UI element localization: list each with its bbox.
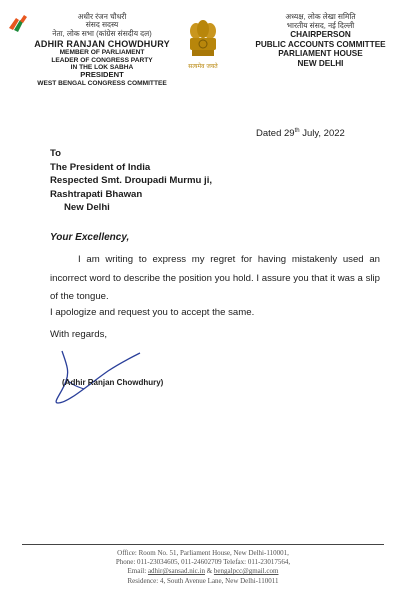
national-emblem-icon bbox=[183, 18, 223, 76]
letterhead-right bbox=[248, 13, 393, 68]
sender-line-4: PRESIDENT bbox=[80, 70, 124, 80]
sender-line-1: MEMBER OF PARLIAMENT bbox=[59, 49, 145, 57]
body-paragraph-1: I am writing to express my regret for having mistakenly used an incorrect word to describe the position you hold. I assure you that it was a slip of the tongue. bbox=[50, 254, 380, 303]
chair-title: CHAIRPERSON bbox=[290, 30, 351, 40]
recipient-address bbox=[50, 147, 212, 215]
recipient-line-2: Respected Smt. Droupadi Murmu ji, bbox=[50, 175, 213, 187]
hindi-chair-title: अध्यक्ष, लोक लेखा समिति bbox=[285, 12, 356, 21]
email-label: Email: bbox=[127, 567, 148, 576]
parliament-house: PARLIAMENT HOUSE bbox=[278, 49, 363, 59]
salutation: Your Excellency, bbox=[50, 232, 130, 243]
hindi-title: संसद सदस्य bbox=[85, 20, 119, 30]
emblem-motto: सत्यमेव जयते bbox=[188, 63, 218, 70]
footer-divider bbox=[22, 544, 384, 545]
committee-name: PUBLIC ACCOUNTS COMMITTEE bbox=[255, 39, 386, 49]
email-link-1[interactable]: adhir@sansad.nic.in bbox=[147, 567, 205, 576]
sender-line-3: IN THE LOK SABHA bbox=[70, 64, 134, 71]
hindi-name: अधीर रंजन चौधरी bbox=[77, 12, 127, 21]
city: NEW DELHI bbox=[297, 58, 344, 68]
email-link-2[interactable]: bengalpcc@gmail.com bbox=[213, 567, 279, 576]
sender-name: ADHIR RANJAN CHOWDHURY bbox=[34, 39, 170, 50]
footer-email bbox=[55, 567, 351, 576]
hindi-party: नेता, लोक सभा (कांग्रेस संसदीय दल) bbox=[52, 28, 152, 38]
letter-date bbox=[256, 128, 345, 139]
footer-residence: Residence: 4, South Avenue Lane, New Delhi-110011 bbox=[127, 576, 279, 585]
signatory-name: (Adhir Ranjan Chowdhury) bbox=[62, 378, 164, 387]
footer-office: Office: Room No. 51, Parliament House, New Delhi-110001, bbox=[117, 549, 289, 557]
recipient-line-1: The President of India bbox=[50, 161, 151, 173]
footer bbox=[55, 549, 351, 586]
recipient-to: To bbox=[50, 148, 62, 159]
date-prefix: Dated 29 bbox=[256, 128, 295, 140]
email-separator: & bbox=[204, 567, 214, 576]
date-sup: th bbox=[294, 128, 300, 134]
letterhead-left bbox=[22, 13, 182, 87]
recipient-line-4: New Delhi bbox=[64, 202, 110, 214]
closing: With regards, bbox=[50, 329, 108, 340]
hindi-place: भारतीय संसद, नई दिल्ली bbox=[286, 20, 355, 30]
recipient-line-3: Rashtrapati Bhawan bbox=[50, 188, 143, 200]
signature-image bbox=[48, 345, 148, 407]
sender-line-5: WEST BENGAL CONGRESS COMMITTEE bbox=[37, 79, 167, 87]
body-paragraph-2: I apologize and request you to accept the same. bbox=[50, 307, 255, 318]
footer-phone: Phone: 011-23034605, 011-24602709 Telefax: 011-23017564, bbox=[115, 558, 291, 567]
sender-line-2: LEADER OF CONGRESS PARTY bbox=[51, 56, 153, 64]
date-suffix: July, 2022 bbox=[299, 128, 345, 140]
